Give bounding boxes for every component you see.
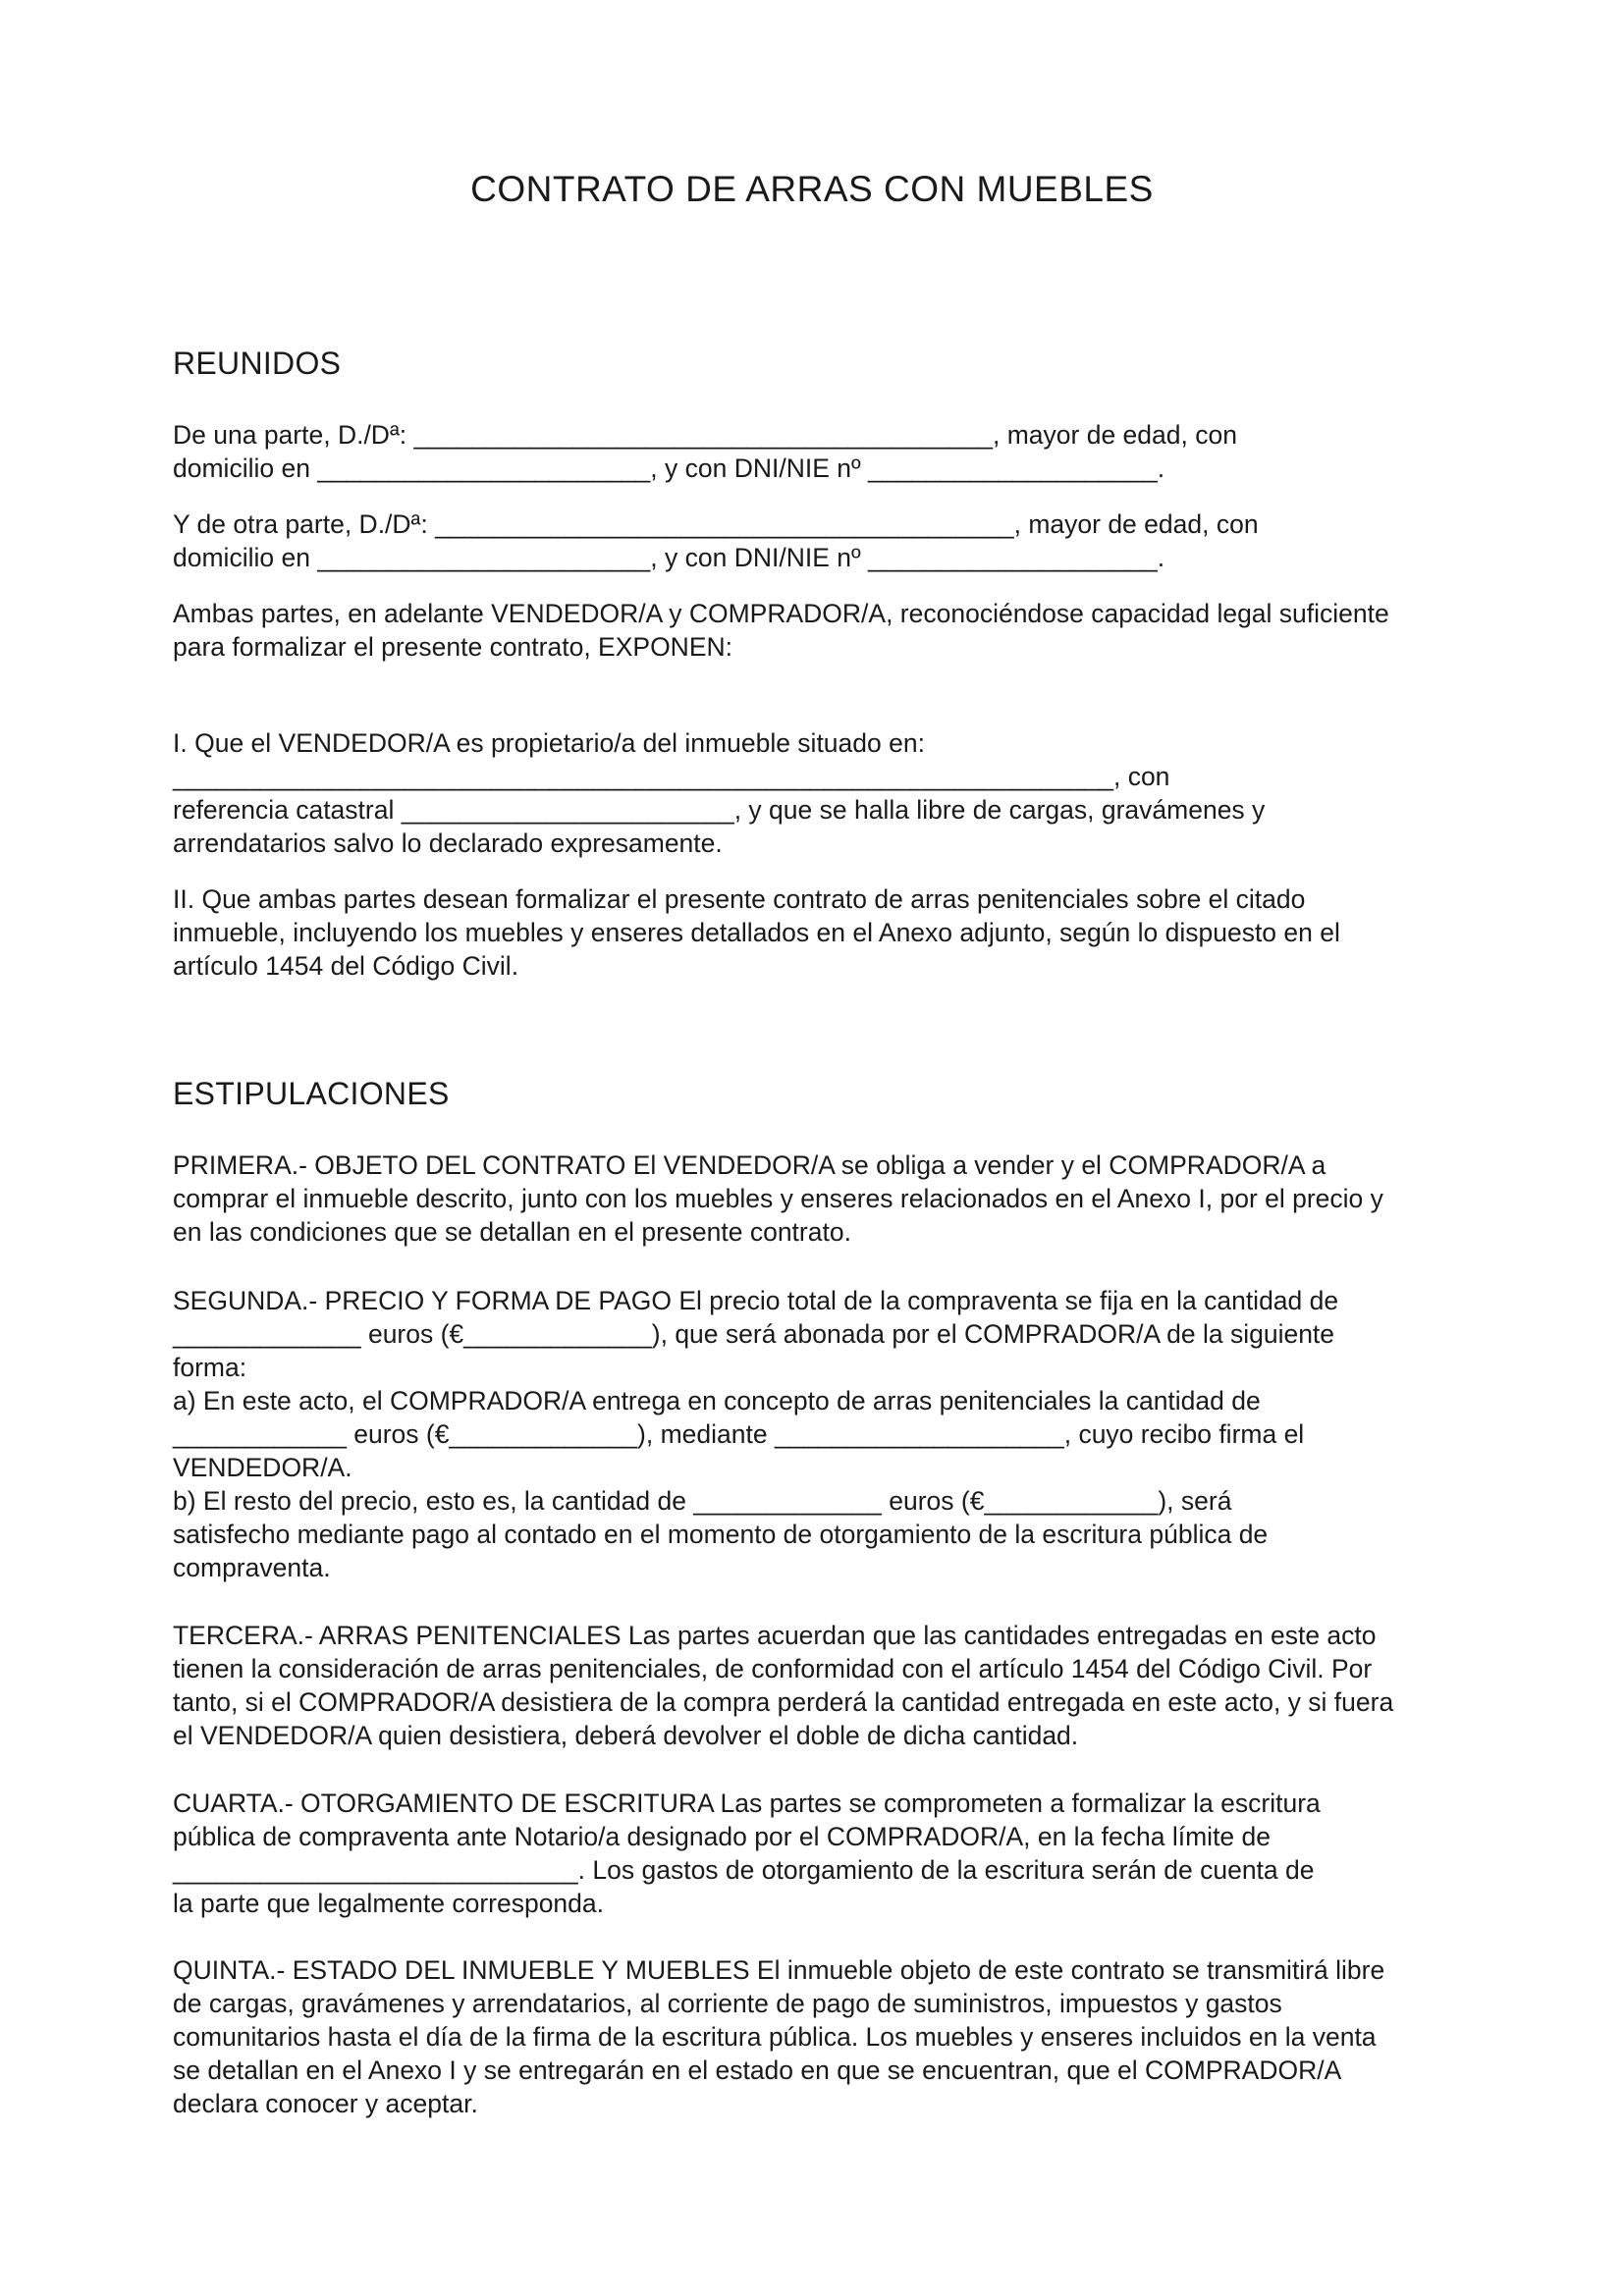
document-title: CONTRATO DE ARRAS CON MUEBLES [470, 169, 1154, 209]
text-line: arrendatarios salvo lo declarado expresamente. [173, 828, 723, 858]
text-line: de cargas, gravámenes y arrendatarios, al corriente de pago de suministros, impuestos y gastos [173, 1989, 1282, 2018]
text-line: referencia catastral _______________________, y que se halla libre de cargas, gravámenes y [173, 795, 1266, 825]
text-line: II. Que ambas partes desean formalizar el presente contrato de arras penitenciales sobre el citado [173, 884, 1306, 914]
text-line: De una parte, D./Dª: ________________________________________, mayor de edad, con [173, 420, 1237, 450]
text-line: PRIMERA.- OBJETO DEL CONTRATO El VENDEDOR/A se obliga a vender y el COMPRADOR/A a [173, 1150, 1326, 1180]
text-line: _____________ euros (€_____________), que será abonada por el COMPRADOR/A de la siguiente [173, 1319, 1335, 1349]
text-line: b) El resto del precio, esto es, la cantidad de _____________ euros (€____________), será [173, 1486, 1232, 1516]
section-heading-estipulaciones: ESTIPULACIONES [173, 1076, 450, 1111]
text-line: inmueble, incluyendo los muebles y enseres detallados en el Anexo adjunto, según lo dispuesto en el [173, 918, 1340, 947]
text-line: comprar el inmueble descrito, junto con los muebles y enseres relacionados en el Anexo I, por el precio y [173, 1184, 1383, 1213]
text-line: para formalizar el presente contrato, EXPONEN: [173, 632, 732, 662]
text-line: pública de compraventa ante Notario/a designado por el COMPRADOR/A, en la fecha límite de [173, 1822, 1272, 1851]
text-line: en las condiciones que se detallan en el presente contrato. [173, 1217, 851, 1247]
text-line: ____________ euros (€_____________), mediante ____________________, cuyo recibo firma el [173, 1419, 1305, 1449]
text-line: VENDEDOR/A. [173, 1453, 352, 1482]
text-line: ____________________________. Los gastos de otorgamiento de la escritura serán de cuenta de [173, 1855, 1315, 1885]
text-line: Ambas partes, en adelante VENDEDOR/A y COMPRADOR/A, reconociéndose capacidad legal suficiente [173, 599, 1389, 628]
text-line: el VENDEDOR/A quien desistiera, deberá devolver el doble de dicha cantidad. [173, 1721, 1079, 1750]
text-line: tanto, si el COMPRADOR/A desistiera de la compra perderá la cantidad entregada en este acto, y si fuera [173, 1687, 1394, 1717]
text-line: la parte que legalmente corresponda. [173, 1889, 605, 1918]
text-line: comunitarios hasta el día de la firma de la escritura pública. Los muebles y enseres incluidos en la venta [173, 2022, 1377, 2052]
text-line: se detallan en el Anexo I y se entregarán en el estado en que se encuentran, que el COMPRADOR/A [173, 2056, 1342, 2085]
text-line: QUINTA.- ESTADO DEL INMUEBLE Y MUEBLES El inmueble objeto de este contrato se transmitirá libre [173, 1955, 1385, 1985]
text-line: Y de otra parte, D./Dª: ________________________________________, mayor de edad, con [173, 509, 1259, 539]
text-line: _________________________________________________________________, con [173, 762, 1170, 791]
section-heading-reunidos: REUNIDOS [173, 346, 342, 381]
text-line: artículo 1454 del Código Civil. [173, 951, 519, 981]
text-line: satisfecho mediante pago al contado en el momento de otorgamiento de la escritura pública de [173, 1520, 1269, 1549]
text-line: SEGUNDA.- PRECIO Y FORMA DE PAGO El precio total de la compraventa se fija en la cantidad de [173, 1286, 1339, 1315]
text-line: declara conocer y aceptar. [173, 2089, 478, 2118]
text-line: tienen la consideración de arras penitenciales, de conformidad con el artículo 1454 del Código Civil. Por [173, 1654, 1373, 1683]
text-line: forma: [173, 1353, 247, 1382]
text-line: domicilio en _______________________, y con DNI/NIE nº ____________________. [173, 454, 1165, 483]
text-line: CUARTA.- OTORGAMIENTO DE ESCRITURA Las partes se comprometen a formalizar la escritura [173, 1789, 1321, 1818]
text-line: I. Que el VENDEDOR/A es propietario/a del inmueble situado en: [173, 728, 925, 758]
text-line: a) En este acto, el COMPRADOR/A entrega en concepto de arras penitenciales la cantidad de [173, 1386, 1261, 1415]
text-line: compraventa. [173, 1553, 331, 1582]
text-line: TERCERA.- ARRAS PENITENCIALES Las partes acuerdan que las cantidades entregadas en este acto [173, 1621, 1377, 1650]
text-line: domicilio en _______________________, y con DNI/NIE nº ____________________. [173, 543, 1165, 572]
